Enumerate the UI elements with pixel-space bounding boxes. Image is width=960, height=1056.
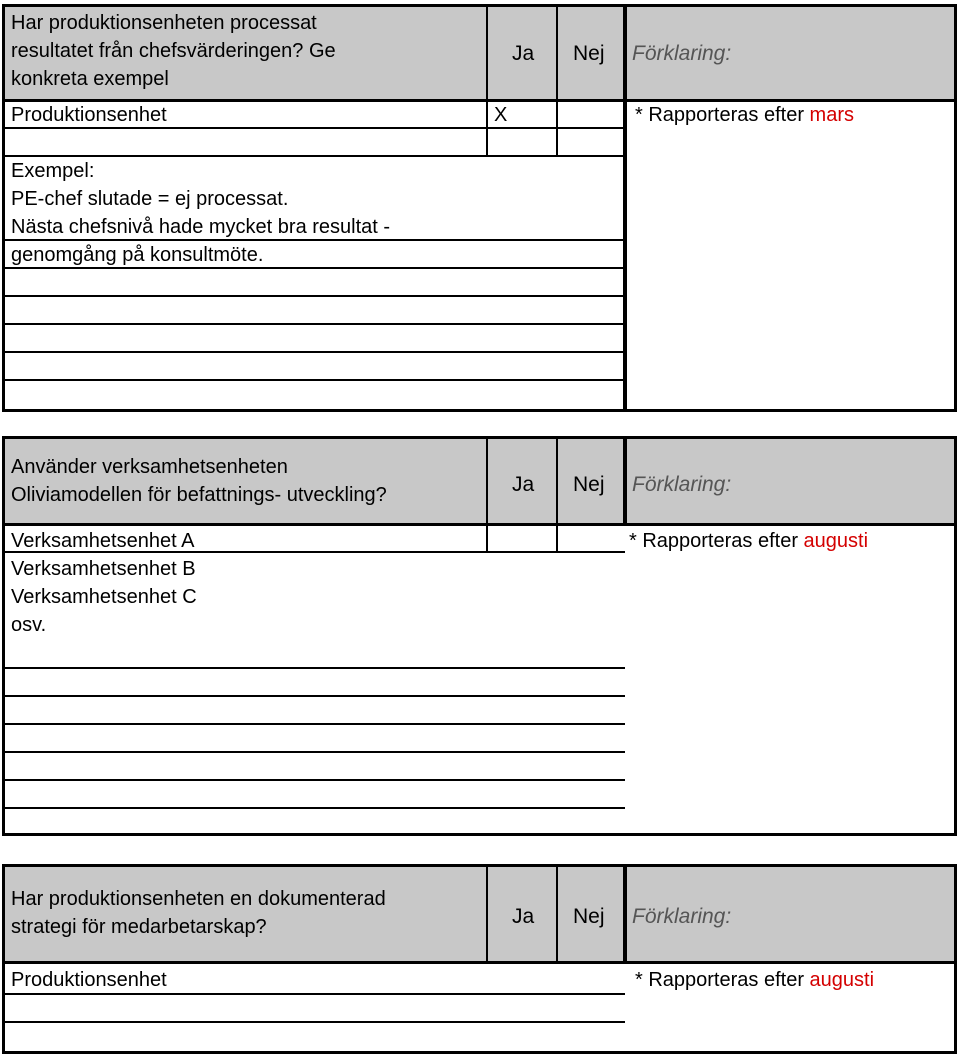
row-line bbox=[5, 323, 625, 325]
divider bbox=[623, 439, 627, 525]
section-2-table bbox=[2, 436, 957, 836]
col-explanation-label: Förklaring: bbox=[632, 905, 732, 928]
divider bbox=[623, 867, 627, 963]
divider bbox=[486, 867, 488, 963]
row-label: Verksamhetsenhet A bbox=[11, 530, 195, 552]
example-line: genomgång på konsultmöte. bbox=[11, 244, 264, 266]
row-line bbox=[5, 807, 625, 809]
question-line: konkreta exempel bbox=[11, 68, 169, 90]
divider bbox=[556, 7, 558, 157]
section-1-table bbox=[2, 4, 957, 412]
report-note bbox=[629, 527, 868, 555]
row-line bbox=[5, 379, 625, 381]
col-nej-label: Nej bbox=[573, 473, 605, 496]
note-prefix: * Rapporteras efter bbox=[635, 104, 810, 126]
question-line: Oliviamodellen för befattnings- utveckling? bbox=[11, 484, 387, 506]
row-line bbox=[5, 723, 625, 725]
divider bbox=[556, 439, 558, 525]
note-prefix: * Rapporteras efter bbox=[629, 530, 804, 552]
col-nej-label: Nej bbox=[573, 42, 605, 65]
row-label: Verksamhetsenhet B bbox=[11, 558, 196, 580]
row-line bbox=[5, 1021, 625, 1023]
example-line: PE-chef slutade = ej processat. bbox=[11, 188, 289, 210]
divider bbox=[486, 7, 488, 157]
row-line bbox=[5, 295, 625, 297]
section-3-question bbox=[11, 885, 386, 941]
question-line: Har produktionsenheten processat bbox=[11, 12, 317, 34]
note-prefix: * Rapporteras efter bbox=[635, 969, 810, 991]
row-label: Verksamhetsenhet C bbox=[11, 586, 197, 608]
row-line bbox=[5, 667, 625, 669]
section-2-question bbox=[11, 453, 387, 509]
divider bbox=[623, 7, 627, 409]
question-line: resultatet från chefsvärderingen? Ge bbox=[11, 40, 336, 62]
divider bbox=[556, 867, 558, 963]
question-line: Använder verksamhetsenheten bbox=[11, 456, 288, 478]
divider bbox=[486, 439, 488, 525]
divider bbox=[556, 525, 558, 553]
note-highlight: augusti bbox=[803, 530, 869, 552]
ja-mark: X bbox=[494, 104, 508, 126]
row-label: Produktionsenhet bbox=[11, 104, 167, 126]
row-line bbox=[5, 779, 625, 781]
section-3-table bbox=[2, 864, 957, 1054]
example-label: Exempel: bbox=[11, 160, 95, 182]
row-line bbox=[5, 695, 625, 697]
col-ja-label: Ja bbox=[512, 473, 535, 496]
note-highlight: augusti bbox=[809, 969, 875, 991]
divider bbox=[486, 525, 488, 553]
col-explanation-label: Förklaring: bbox=[632, 42, 732, 65]
question-line: Har produktionsenheten en dokumenterad bbox=[11, 888, 386, 910]
col-explanation-label: Förklaring: bbox=[632, 473, 732, 496]
row-label: osv. bbox=[11, 614, 47, 636]
row-line bbox=[5, 155, 625, 157]
row-line bbox=[5, 751, 625, 753]
report-note bbox=[635, 966, 874, 994]
question-line: strategi för medarbetarskap? bbox=[11, 916, 267, 938]
row-line bbox=[5, 351, 625, 353]
section-1-question bbox=[11, 9, 336, 93]
example-line: Nästa chefsnivå hade mycket bra resultat - bbox=[11, 216, 391, 238]
col-ja-label: Ja bbox=[512, 42, 535, 65]
report-note bbox=[635, 101, 854, 129]
note-highlight: mars bbox=[809, 104, 854, 126]
col-nej-label: Nej bbox=[573, 905, 605, 928]
col-ja-label: Ja bbox=[512, 905, 535, 928]
row-label: Produktionsenhet bbox=[11, 969, 167, 991]
